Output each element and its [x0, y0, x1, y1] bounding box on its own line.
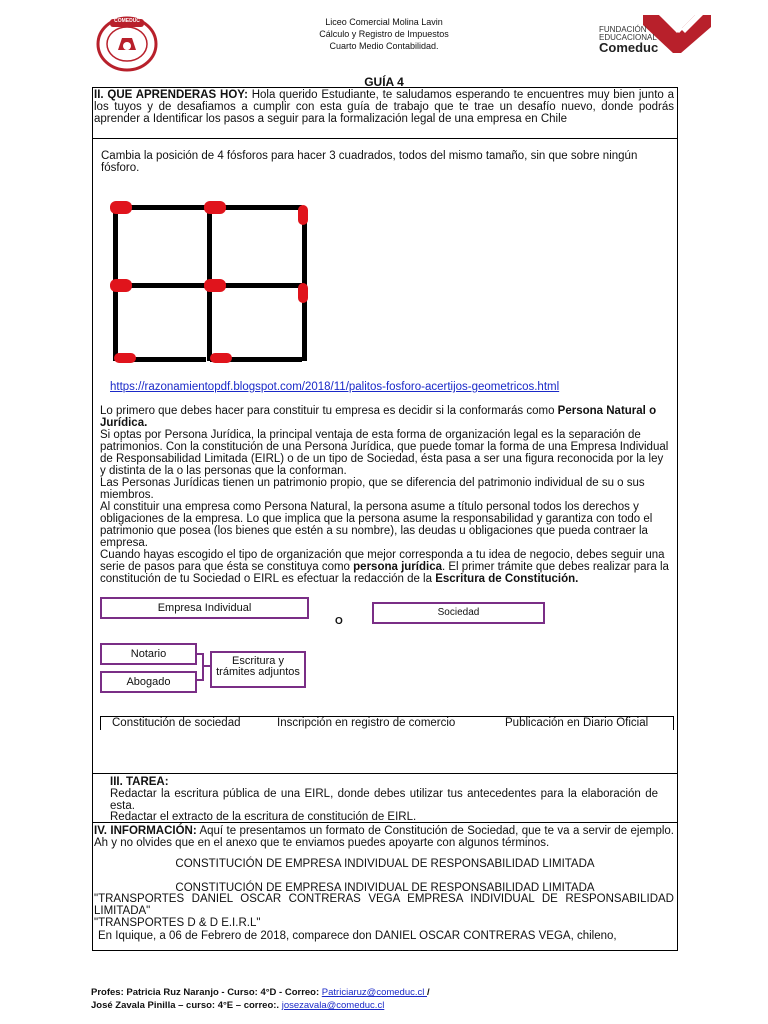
- informacion-section: [94, 825, 674, 849]
- email-link-2[interactable]: josezavala@comeduc.cl: [281, 1000, 385, 1011]
- fundacion-logo: [597, 15, 712, 55]
- or-label: O: [335, 616, 343, 627]
- step-constitucion: Constitución de sociedad: [112, 717, 241, 729]
- intro-label: II. QUE APRENDERAS HOY:: [94, 89, 248, 101]
- puzzle-link-row: [110, 381, 670, 393]
- doc-opening: En Iquique, a 06 de Febrero de 2018, comparece don DANIEL OSCAR CONTRERAS VEGA, chileno,: [98, 930, 617, 942]
- course-name: Cuarto Medio Contabilidad.: [329, 41, 439, 51]
- divider: [92, 773, 678, 774]
- paragraph-5: Cuando hayas escogido el tipo de organización que mejor corresponda a tu idea de negocio, debes seguir una serie de pasos para que ésta se constituya como persona jurídica. El primer trámite que debes realizar para la constitución de tu Sociedad o EIRL es efectuar la redacción de la Escritura de Constitución.: [100, 549, 669, 585]
- divider: [92, 138, 678, 139]
- footer: [91, 986, 691, 1012]
- doc-company-name: "TRANSPORTES DANIEL OSCAR CONTRERAS VEGA EMPRESA INDIVIDUAL DE RESPONSABILIDAD LIMITADA": [94, 893, 674, 917]
- matchstick-puzzle: [106, 201, 316, 366]
- divider: [92, 822, 678, 823]
- footer-line-2: José Zavala Pinilla – curso: 4°E – correo:. josezavala@comeduc.cl: [91, 1000, 385, 1011]
- puzzle-link[interactable]: https://razonamientopdf.blogspot.com/2018/11/palitos-fosforo-acertijos-geometricos.html: [110, 381, 560, 393]
- doc-title-2: CONSTITUCIÓN DE EMPRESA INDIVIDUAL DE RESPONSABILIDAD LIMITADA: [175, 882, 595, 894]
- doc-short-name: "TRANSPORTES D & D E.I.R.L": [94, 917, 261, 929]
- intro-section: [94, 89, 674, 125]
- fundacion-brand: Comeduc: [599, 40, 659, 55]
- paragraph-3: Las Personas Jurídicas tienen un patrimonio propio, que se diferencia del patrimonio individual de su o sus miembros.: [100, 477, 645, 501]
- tarea-item-1: Redactar la escritura pública de una EIRL, donde debes utilizar tus antecedentes para la elaboración de esta.: [110, 788, 658, 812]
- subject-name: Cálculo y Registro de Impuestos: [319, 29, 449, 39]
- body-text: [100, 405, 672, 585]
- footer-line-1: Profes: Patricia Ruz Naranjo - Curso: 4°D - Correo: Patriciaruz@comeduc.cl /: [91, 987, 430, 998]
- step-inscripcion: Inscripción en registro de comercio: [277, 717, 456, 729]
- informacion-label: IV. INFORMACIÓN:: [94, 825, 197, 837]
- tarea-label: III. TAREA:: [110, 776, 169, 788]
- paragraph-2: Si optas por Persona Jurídica, la principal ventaja de esta forma de organización legal es la separación de patrimonios. Con la constitución de una Persona Jurídica, que puede tomar la forma de una Empresa Individual de Responsabilidad Limitada (EIRL) o de un tipo de Sociedad, ésta pasa a ser una figura reconocida por la ley y distinta de la o las personas que la conforman.: [100, 429, 669, 477]
- guide-title: GUÍA 4: [364, 75, 404, 89]
- notario-box: Notario: [100, 643, 197, 665]
- escritura-box: Escritura y trámites adjuntos: [210, 651, 306, 688]
- seal-text: COMEDUC: [114, 18, 140, 24]
- school-name: Liceo Comercial Molina Lavin: [325, 17, 443, 27]
- steps-row: [100, 716, 674, 730]
- empresa-individual-box: Empresa Individual: [100, 597, 309, 619]
- email-link-1[interactable]: Patriciaruz@comeduc.cl: [321, 987, 428, 998]
- paragraph-1: Lo primero que debes hacer para constituir tu empresa es decidir si la conformarás como Persona Natural o Jurídica.: [100, 405, 657, 429]
- paragraph-4: Al constituir una empresa como Persona Natural, la persona asume a título personal todos los derechos y obligaciones de la empresa. Lo que implica que la persona asume la responsabilidad y garantiza con todo el patrimonio que posea (los bienes que estén a su nombre), las deudas u obligaciones que pueda contraer la empresa.: [100, 501, 653, 549]
- informacion-text: Aquí te presentamos un formato de Constitución de Sociedad, que te va a servir de ejemplo. Ah y no olvides que en el anexo que te enviamos puedes apoyarte con algunos términos.: [94, 825, 674, 849]
- puzzle-instruction: Cambia la posición de 4 fósforos para hacer 3 cuadrados, todos del mismo tamaño, sin que sobre ningún fósforo.: [101, 150, 638, 174]
- doc-title-1: CONSTITUCIÓN DE EMPRESA INDIVIDUAL DE RESPONSABILIDAD LIMITADA: [175, 858, 595, 870]
- intro-text: Hola querido Estudiante, te saludamos esperando te encuentres muy bien junto a los tuyos y de desafiamos a cumplir con esta guía de trabajo que te trae un desafío nuevo, donde podrás aprender a Identificar los pasos a seguir para la formalización legal de una empresa en Chile: [94, 89, 674, 125]
- sociedad-box: Sociedad: [372, 602, 545, 624]
- step-publicacion: Publicación en Diario Oficial: [505, 717, 649, 729]
- fundacion-line1: FUNDACIÓN: [599, 25, 647, 34]
- tarea-item-2: Redactar el extracto de la escritura de constitución de EIRL.: [110, 811, 417, 823]
- fundacion-line2: EDUCACIONAL: [599, 33, 657, 42]
- bracket-connector: [196, 652, 210, 682]
- abogado-box: Abogado: [100, 671, 197, 693]
